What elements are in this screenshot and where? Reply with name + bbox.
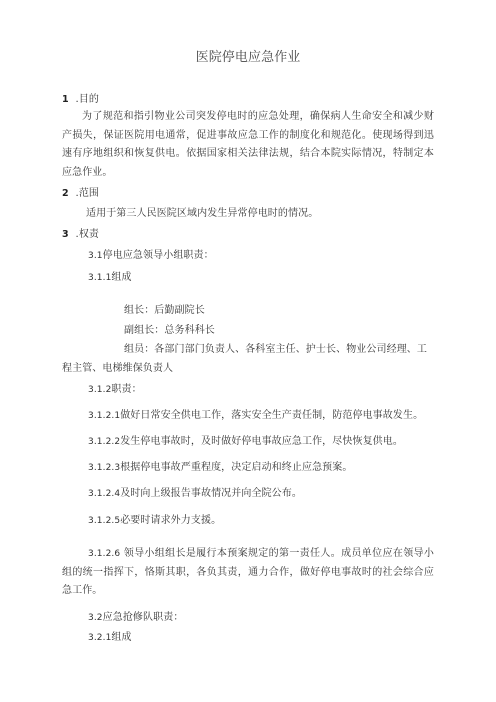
- section-number: 2: [62, 188, 69, 199]
- duty-number: 3.1.2.2: [88, 437, 121, 447]
- section-2-heading: [62, 188, 99, 200]
- subsection-label: 停电应急领导小组职责：: [102, 250, 214, 261]
- duty-text: 根据停电事故严重程度，决定启动和终止应急预案。: [120, 462, 353, 473]
- duty-number: 3.1.2.4: [88, 489, 121, 499]
- section-number: 3: [62, 229, 69, 240]
- section-label: .目的: [75, 94, 100, 105]
- duty-item: [88, 436, 403, 448]
- subsection-number: 3.1.1: [88, 273, 112, 283]
- duty-number: 3.1.2.3: [88, 463, 121, 473]
- subsection-number: 3.1.2: [88, 385, 112, 395]
- duty-text: 做好日常安全供电工作，落实安全生产责任制，防范停电事故发生。: [120, 410, 424, 421]
- duty-item: [88, 410, 423, 422]
- subsection-number: 3.1: [88, 251, 103, 261]
- subsection-3-1: [88, 250, 214, 262]
- subsection-number: 3.2: [88, 613, 103, 623]
- page-title: 医院停电应急作业: [195, 50, 301, 65]
- duty-text: 发生停电事故时，及时做好停电事故应急工作，尽快恢复供电。: [120, 436, 403, 447]
- duty-text: 领导小组组长是履行本预案规定的第一责任人。成员单位应在领导小组的统一指挥下，恪斯其职，各负其责，通力合作，做好停电事故时的社会综合应急工作。: [62, 548, 434, 596]
- section-1-heading: [62, 94, 99, 106]
- section-3-heading: [62, 229, 99, 241]
- member-list-line-2: 程主管、电梯维保负责人: [62, 363, 174, 374]
- duty-text: 必要时请求外力支援。: [120, 515, 222, 526]
- subsection-3-2-1: [88, 632, 132, 644]
- duty-number: 3.1.2.6: [88, 549, 121, 559]
- duty-item: [88, 488, 302, 500]
- subsection-3-1-1: [88, 272, 132, 284]
- subsection-number: 3.2.1: [88, 633, 112, 643]
- duty-item: [88, 515, 221, 527]
- section-1-text: 为了规范和指引物业公司突发停电时的应急处理，确保病人生命安全和减少财产损失，保证医院用电通常，促进事故应急工作的制度化和规范化。使现场得到迅速有序地组织和恢复供电。依据国家相关法律法规，结合本院实际情况，特制定本应急作业。: [62, 111, 434, 178]
- subsection-3-1-2: [88, 384, 142, 396]
- duty-item-6: [62, 545, 434, 601]
- member-deputy: 副组长：总务科科长: [124, 325, 215, 336]
- duty-number: 3.1.2.1: [88, 411, 121, 421]
- subsection-label: 职责：: [111, 384, 142, 395]
- subsection-label: 应急抢修队职责：: [102, 612, 184, 623]
- member-leader: 组长：后勤副院长: [124, 305, 205, 316]
- section-label: .范围: [75, 188, 100, 199]
- duty-text: 及时向上级报告事故情况并向全院公布。: [120, 488, 302, 499]
- section-2-text: 适用于第三人民医院区域内发生异常停电时的情况。: [86, 208, 319, 219]
- subsection-label: 组成: [111, 632, 132, 643]
- subsection-label: 组成: [111, 272, 132, 283]
- duty-number: 3.1.2.5: [88, 516, 121, 526]
- section-label: .权责: [75, 229, 100, 240]
- section-number: 1: [62, 94, 69, 105]
- member-list-line-1: 组员：各部门部门负责人、各科室主任、护士长、物业公司经理、工: [124, 344, 427, 355]
- subsection-3-2: [88, 612, 183, 624]
- duty-item: [88, 462, 353, 474]
